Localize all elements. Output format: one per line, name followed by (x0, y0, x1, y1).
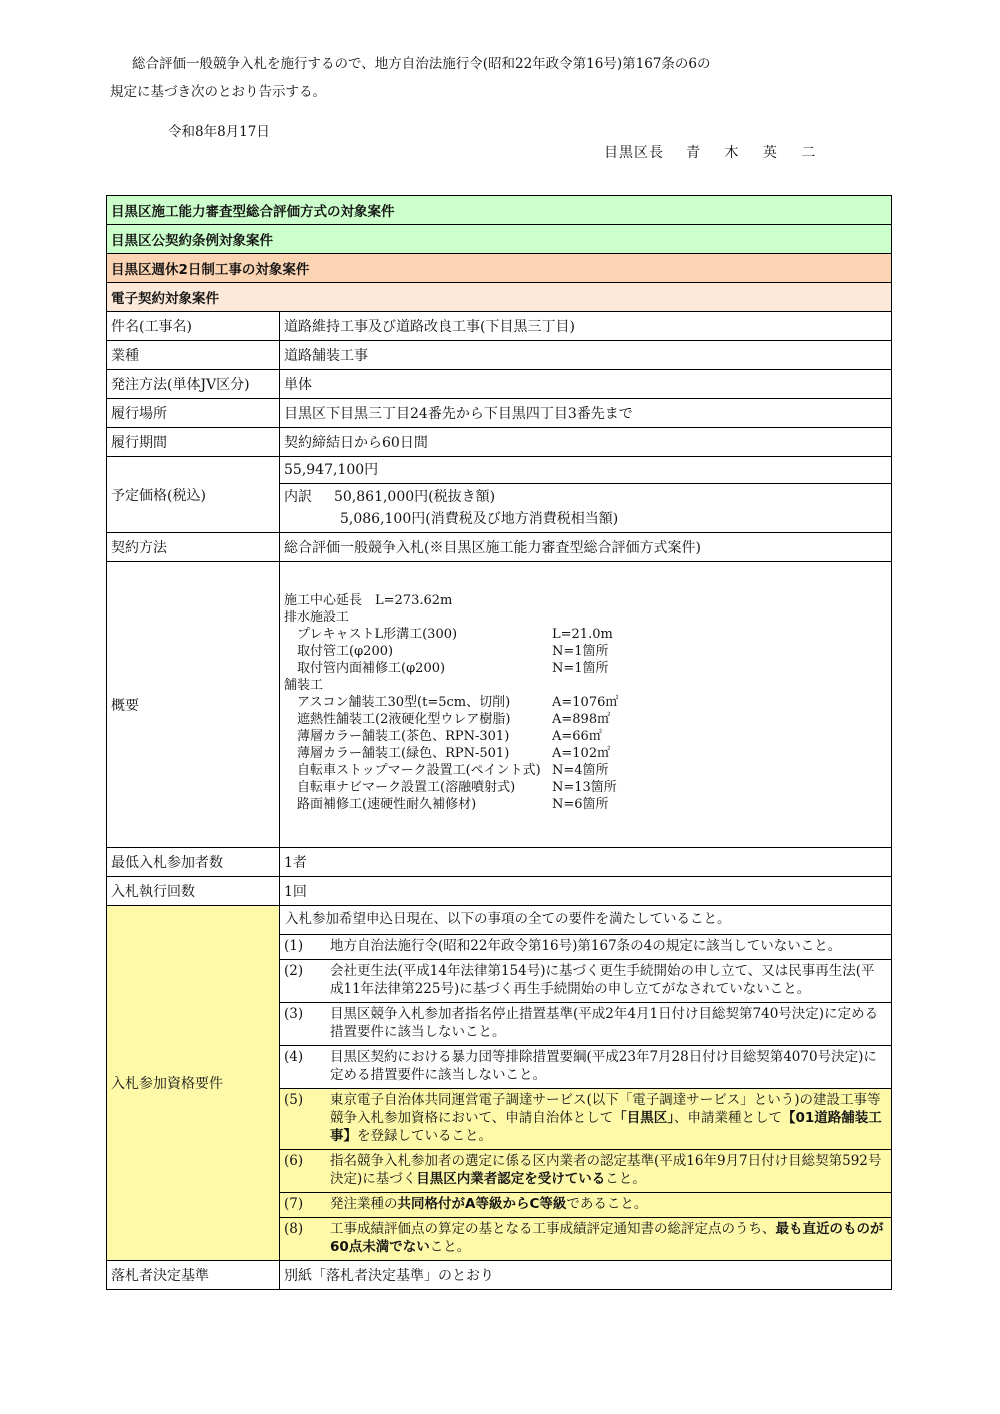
period-value: 契約締結日から60日間 (280, 428, 892, 457)
summary-item: 施工中心延長 L=273.62m (284, 593, 453, 608)
requirement-emphasis: 【01道路舗装工事】 (330, 1110, 882, 1144)
summary-item: 自転車ストップマーク設置工(ペイント式) (284, 763, 541, 778)
requirement-number: (7) (284, 1196, 304, 1212)
requirement-number: (2) (284, 963, 304, 979)
name-value: 道路維持工事及び道路改良工事(下目黒三丁目) (280, 312, 892, 341)
requirement-text (330, 1218, 891, 1260)
method-value: 総合評価一般競争入札(※目黒区施工能力審査型総合評価方式案件) (280, 533, 892, 562)
requirement-row (280, 1045, 891, 1088)
order-label: 発注方法(単体JV区分) (107, 370, 280, 399)
requirement-text (330, 1003, 891, 1045)
intro-line-1: 総合評価一般競争入札を施行するので、地方自治法施行令(昭和22年政令第16号)第167条の6の (132, 56, 711, 72)
price-breakdown-label: 内訳 (284, 489, 312, 505)
notice-date: 令和8年8月17日 (168, 124, 270, 140)
method-label: 契約方法 (107, 533, 280, 562)
summary-quantity: A=66㎡ (552, 729, 602, 744)
type-value: 道路舗装工事 (280, 341, 892, 370)
rounds-value: 1回 (280, 877, 892, 906)
requirement-fragment: 発注業種の (330, 1196, 398, 1212)
requirement-number: (8) (284, 1221, 304, 1237)
requirement-text (330, 1150, 891, 1192)
summary-item: 取付管工(φ200) (284, 644, 394, 659)
summary-line (284, 694, 887, 711)
name-label: 件名(工事名) (107, 312, 280, 341)
summary-quantity: L=21.0m (552, 627, 613, 642)
requirement-row (280, 1217, 891, 1260)
summary-item: 排水施設工 (284, 610, 350, 625)
requirement-row (280, 959, 891, 1002)
signer-title: 目黒区長 (604, 145, 664, 161)
requirement-fragment: を登録していること。 (357, 1128, 492, 1144)
requirement-text (330, 1046, 891, 1088)
summary-line (284, 779, 887, 796)
summary-quantity: A=898㎡ (552, 712, 611, 727)
requirement-fragment: こと。 (605, 1171, 646, 1187)
requirement-row (280, 1149, 891, 1192)
summary-line (284, 677, 887, 694)
summary-item: 取付管内面補修工(φ200) (284, 661, 446, 676)
summary-item: 遮熱性舗装工(2液硬化型ウレア樹脂) (284, 712, 511, 727)
summary-line (284, 728, 887, 745)
decision-value: 別紙「落札者決定基準」のとおり (280, 1261, 892, 1290)
req-label: 入札参加資格要件 (107, 906, 280, 1261)
summary-item: 薄層カラー舗装工(緑色、RPN-501) (284, 746, 510, 761)
summary-line (284, 643, 887, 660)
summary-quantity: N=1箇所 (552, 644, 609, 659)
requirement-row (280, 1002, 891, 1045)
summary-item: 薄層カラー舗装工(茶色、RPN-301) (284, 729, 510, 744)
summary-item: アスコン舗装工30型(t=5cm、切削) (284, 695, 511, 710)
price-excl: 50,861,000円(税抜き額) (334, 489, 496, 505)
requirement-text (330, 935, 891, 959)
summary-line (284, 762, 887, 779)
signer (604, 142, 825, 162)
header-two-day-off: 目黒区週休2日制工事の対象案件 (107, 254, 892, 283)
summary-line (284, 745, 887, 762)
period-label: 履行期間 (107, 428, 280, 457)
min-bidders-value: 1者 (280, 848, 892, 877)
requirement-number: (4) (284, 1049, 304, 1065)
min-bidders-label: 最低入札参加者数 (107, 848, 280, 877)
summary-line (284, 796, 887, 813)
requirement-fragment: こと。 (429, 1239, 471, 1255)
rounds-label: 入札執行回数 (107, 877, 280, 906)
summary-item: 自転車ナビマーク設置工(溶融噴射式) (284, 780, 516, 795)
place-value: 目黒区下目黒三丁目24番先から下目黒四丁目3番先まで (280, 399, 892, 428)
requirement-number: (3) (284, 1006, 304, 1022)
summary-quantity: N=4箇所 (552, 763, 609, 778)
price-tax: 5,086,100円(消費税及び地方消費税相当額) (340, 511, 619, 527)
summary-line (284, 626, 887, 643)
requirement-fragment: 会社更生法(平成14年法律第154号)に基づく更生手続開始の申し立て、又は民事再生法(平成11年法律第225号)に基づく再生手続開始の申し立てがなされていないこと。 (330, 963, 875, 997)
requirement-fragment: 指名競争入札参加者の選定に係る区内業者の認定基準(平成16年9月7日付け目総契第592号決定)に基づく (330, 1153, 882, 1187)
requirement-fragment: 地方自治法施行令(昭和22年政令第16号)第167条の4の規定に該当していないこと。 (330, 938, 842, 954)
header-e-contract: 電子契約対象案件 (107, 283, 892, 312)
requirement-text (330, 1089, 891, 1149)
requirements (280, 906, 892, 1261)
intro-line-2: 規定に基づき次のとおり告示する。 (110, 84, 326, 100)
type-label: 業種 (107, 341, 280, 370)
requirement-number: (6) (284, 1153, 304, 1169)
requirement-fragment: 工事成績評価点の算定の基となる工事成績評定通知書の総評定点のうち、 (330, 1221, 776, 1237)
summary-item: 舗装工 (284, 678, 324, 693)
requirement-emphasis: 目黒区内業者認定を受けている (416, 1171, 606, 1187)
summary-quantity: N=1箇所 (552, 661, 609, 676)
requirement-number: (1) (284, 938, 304, 954)
summary-label: 概要 (107, 562, 280, 848)
summary-item: プレキャストL形溝工(300) (284, 627, 458, 642)
requirement-row (280, 1088, 891, 1149)
notice-intro (110, 50, 810, 106)
header-evaluation: 目黒区施工能力審査型総合評価方式の対象案件 (107, 196, 892, 225)
requirement-row (280, 1192, 891, 1217)
summary-quantity: N=6箇所 (552, 797, 609, 812)
requirement-row (280, 935, 891, 959)
summary-line (284, 660, 887, 677)
requirement-text (330, 960, 891, 1002)
summary-item: 路面補修工(速硬性耐久補修材) (284, 797, 477, 812)
header-public-contract: 目黒区公契約条例対象案件 (107, 225, 892, 254)
price-total: 55,947,100円 (280, 457, 891, 484)
order-value: 単体 (280, 370, 892, 399)
requirement-fragment: であること。 (566, 1196, 648, 1212)
price-label: 予定価格(税込) (107, 457, 280, 533)
req-intro: 入札参加希望申込日現在、以下の事項の全ての要件を満たしていること。 (280, 906, 891, 935)
requirement-number: (5) (284, 1092, 304, 1108)
requirement-text (330, 1193, 891, 1217)
requirement-emphasis: 共同格付がA等級からC等級 (397, 1196, 567, 1212)
summary-line (284, 609, 887, 626)
requirement-emphasis: 「目黒区」 (613, 1110, 674, 1126)
decision-label: 落札者決定基準 (107, 1261, 280, 1290)
requirement-fragment: 東京電子自治体共同運営電子調達サービス(以下「電子調達サービス」という)の建設工事等競争入札参加資格において、申請自治体として (330, 1092, 881, 1126)
summary-line (284, 711, 887, 728)
summary-quantity: N=13箇所 (552, 780, 617, 795)
summary-line (284, 592, 887, 609)
requirement-fragment: 目黒区競争入札参加者指名停止措置基準(平成2年4月1日付け目総契第740号決定)に定める措置要件に該当しないこと。 (330, 1006, 879, 1040)
requirement-emphasis: 最も直近のものが60点未満でない (330, 1221, 884, 1255)
requirement-fragment: 、申請業種として (673, 1110, 782, 1126)
signer-name: 青 木 英 二 (686, 145, 826, 161)
summary-content (280, 562, 892, 848)
summary-quantity: A=1076㎡ (552, 695, 619, 710)
place-label: 履行場所 (107, 399, 280, 428)
summary-quantity: A=102㎡ (552, 746, 611, 761)
tender-table (106, 195, 892, 1290)
requirement-fragment: 目黒区契約における暴力団等排除措置要綱(平成23年7月28日付け目総契第4070号決定)に定める措置要件に該当しないこと。 (330, 1049, 877, 1083)
